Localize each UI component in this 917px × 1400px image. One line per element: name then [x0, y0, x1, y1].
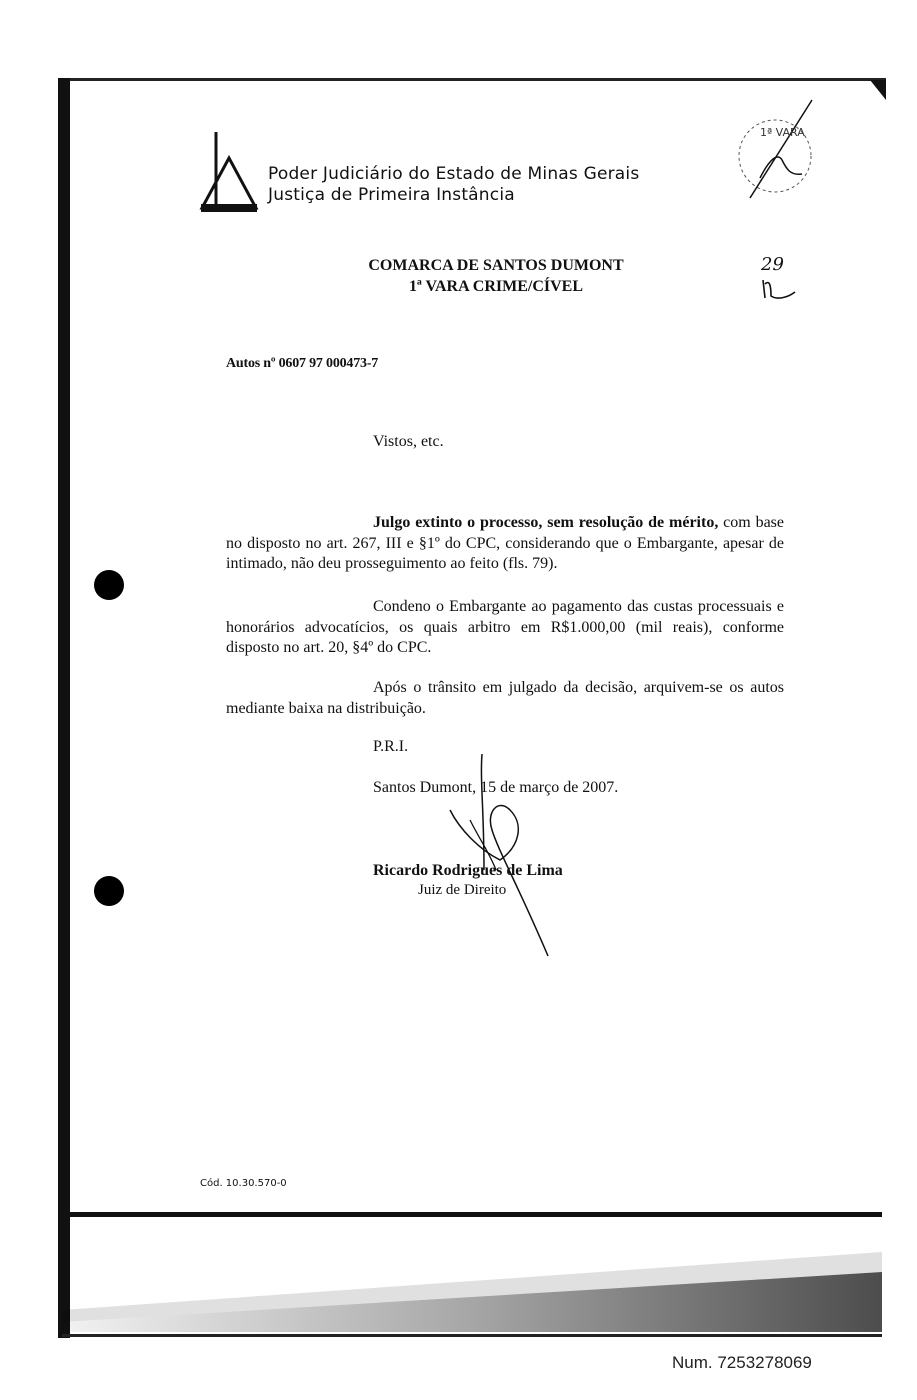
scan-bottom-line [62, 1334, 882, 1337]
org-name-line2: Justiça de Primeira Instância [268, 185, 515, 205]
scan-corner-mark [870, 80, 886, 100]
paragraph-costs-text: Condeno o Embargante ao pagamento das custas processuais e honorários advocatícios, os quais arbitro em R$1.000,00 (mil reais), conforme disposto no art. 20, §4º do CPC. [226, 598, 784, 656]
punch-hole [94, 876, 124, 906]
judiciary-logo-icon [198, 130, 260, 216]
handwritten-page-number [755, 250, 805, 305]
scan-bottom-border [62, 1212, 882, 1217]
punch-hole [94, 570, 124, 600]
scan-left-border [58, 78, 70, 1338]
judge-signature [440, 750, 560, 960]
court-seal-stamp [730, 98, 820, 208]
comarca-title: COMARCA DE SANTOS DUMONT [368, 257, 624, 274]
vara-title: 1ª VARA CRIME/CÍVEL [408, 278, 583, 295]
paragraph-dismissal [226, 513, 784, 575]
svg-text:1ª VARA: 1ª VARA [760, 126, 805, 139]
svg-text:29: 29 [761, 254, 784, 275]
judge-title: Juiz de Direito [418, 882, 507, 898]
pri-line: P.R.I. [373, 738, 409, 755]
scan-top-border [60, 78, 886, 81]
case-number: Autos nº 0607 97 000473-7 [226, 356, 379, 371]
paragraph-dismissal-rest: com base no disposto no art. 267, III e §1º do CPC, considerando que o Embargante, apesar de intimado, não deu prosseguimento ao feito (fls. 79). [226, 514, 785, 572]
scan-noise-strip [62, 1232, 882, 1332]
judge-name: Ricardo Rodrigues de Lima [373, 862, 563, 879]
document-number: Num. 7253278069 [672, 1353, 812, 1372]
vistos-line: Vistos, etc. [373, 433, 444, 450]
date-line: Santos Dumont, 15 de março de 2007. [373, 779, 619, 796]
paragraph-dismissal-bold: Julgo extinto o processo, sem resolução de mérito, [373, 514, 719, 531]
paragraph-costs [226, 597, 784, 659]
paragraph-archive-text: Após o trânsito em julgado da decisão, arquivem-se os autos mediante baixa na distribuição. [226, 679, 784, 717]
form-code: Cód. 10.30.570-0 [200, 1178, 287, 1189]
paragraph-archive [226, 678, 784, 719]
org-name-line1: Poder Judiciário do Estado de Minas Gerais [268, 164, 640, 184]
